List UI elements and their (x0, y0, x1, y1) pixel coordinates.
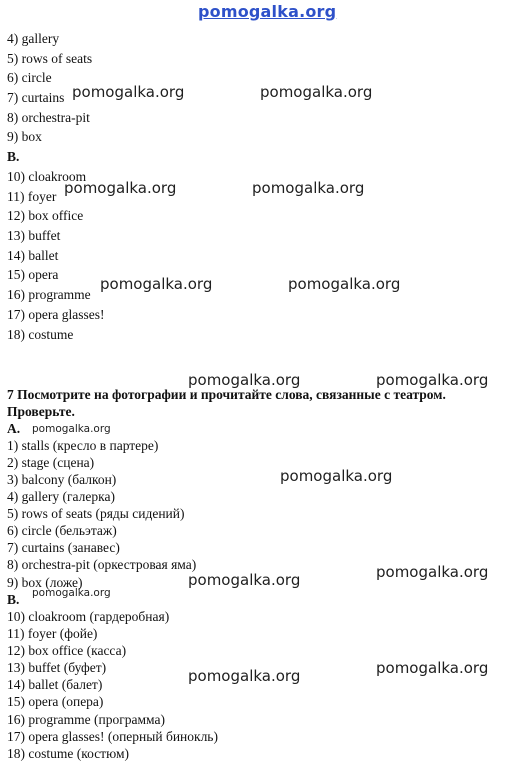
list-item: 3) balcony (балкон) (7, 472, 117, 487)
watermark: pomogalka.org (100, 275, 213, 293)
list-item: 2) stage (сцена) (7, 455, 95, 470)
list-item: 1) stalls (кресло в партере) (7, 438, 159, 453)
list-item: 16) programme (программа) (7, 712, 165, 727)
list-item: 17) opera glasses! (7, 307, 105, 322)
list-item: 18) costume (7, 327, 74, 342)
list-item: 7) curtains (7, 90, 65, 105)
section-heading-b: B. (7, 592, 20, 607)
watermark: pomogalka.org (288, 275, 401, 293)
watermark: pomogalka.org (188, 667, 301, 685)
list-item: 12) box office (7, 208, 84, 223)
list-item: 13) buffet (буфет) (7, 660, 107, 675)
watermark: pomogalka.org (280, 467, 393, 485)
list-item: 8) orchestra-pit (7, 110, 90, 125)
list-item: 10) cloakroom (7, 169, 87, 184)
watermark: pomogalka.org (72, 83, 185, 101)
section-heading-a: A. (7, 421, 21, 436)
watermark: pomogalka.org (376, 371, 489, 389)
list-item: 11) foyer (фойе) (7, 626, 98, 641)
list-item: 15) opera (7, 267, 59, 282)
list-item: 18) costume (костюм) (7, 746, 130, 761)
list-item: 15) opera (опера) (7, 694, 104, 709)
watermark: pomogalka.org (32, 587, 111, 599)
list-item: 9) box (7, 129, 42, 144)
watermark: pomogalka.org (188, 571, 301, 589)
watermark: pomogalka.org (32, 423, 111, 435)
list-item: 7) curtains (занавес) (7, 540, 120, 555)
list-item: 17) opera glasses! (оперный бинокль) (7, 729, 218, 744)
list-item: 12) box office (касса) (7, 643, 127, 658)
list-item: 14) ballet (балет) (7, 677, 103, 692)
list-item: 8) orchestra-pit (оркестровая яма) (7, 557, 197, 572)
watermark: pomogalka.org (252, 179, 365, 197)
list-item: 9) box (ложе) (7, 575, 83, 590)
watermark: pomogalka.org (188, 371, 301, 389)
exercise-subtitle: Проверьте. (7, 404, 75, 419)
site-watermark-header: pomogalka.org (198, 2, 337, 21)
list-item: 4) gallery (7, 31, 60, 46)
watermark: pomogalka.org (376, 563, 489, 581)
watermark: pomogalka.org (64, 179, 177, 197)
watermark: pomogalka.org (260, 83, 373, 101)
list-item: 16) programme (7, 287, 91, 302)
section-heading-b: B. (7, 149, 20, 164)
list-item: 5) rows of seats (ряды сидений) (7, 506, 185, 521)
watermark: pomogalka.org (376, 659, 489, 677)
list-item: 4) gallery (галерка) (7, 489, 115, 504)
list-item: 6) circle (7, 70, 52, 85)
exercise-title: 7 Посмотрите на фотографии и прочитайте слова, связанные с театром. (7, 387, 446, 402)
list-item: 13) buffet (7, 228, 61, 243)
list-item: 14) ballet (7, 248, 59, 263)
list-item: 6) circle (бельэтаж) (7, 523, 117, 538)
list-item: 11) foyer (7, 189, 57, 204)
list-item: 5) rows of seats (7, 51, 93, 66)
list-item: 10) cloakroom (гардеробная) (7, 609, 170, 624)
